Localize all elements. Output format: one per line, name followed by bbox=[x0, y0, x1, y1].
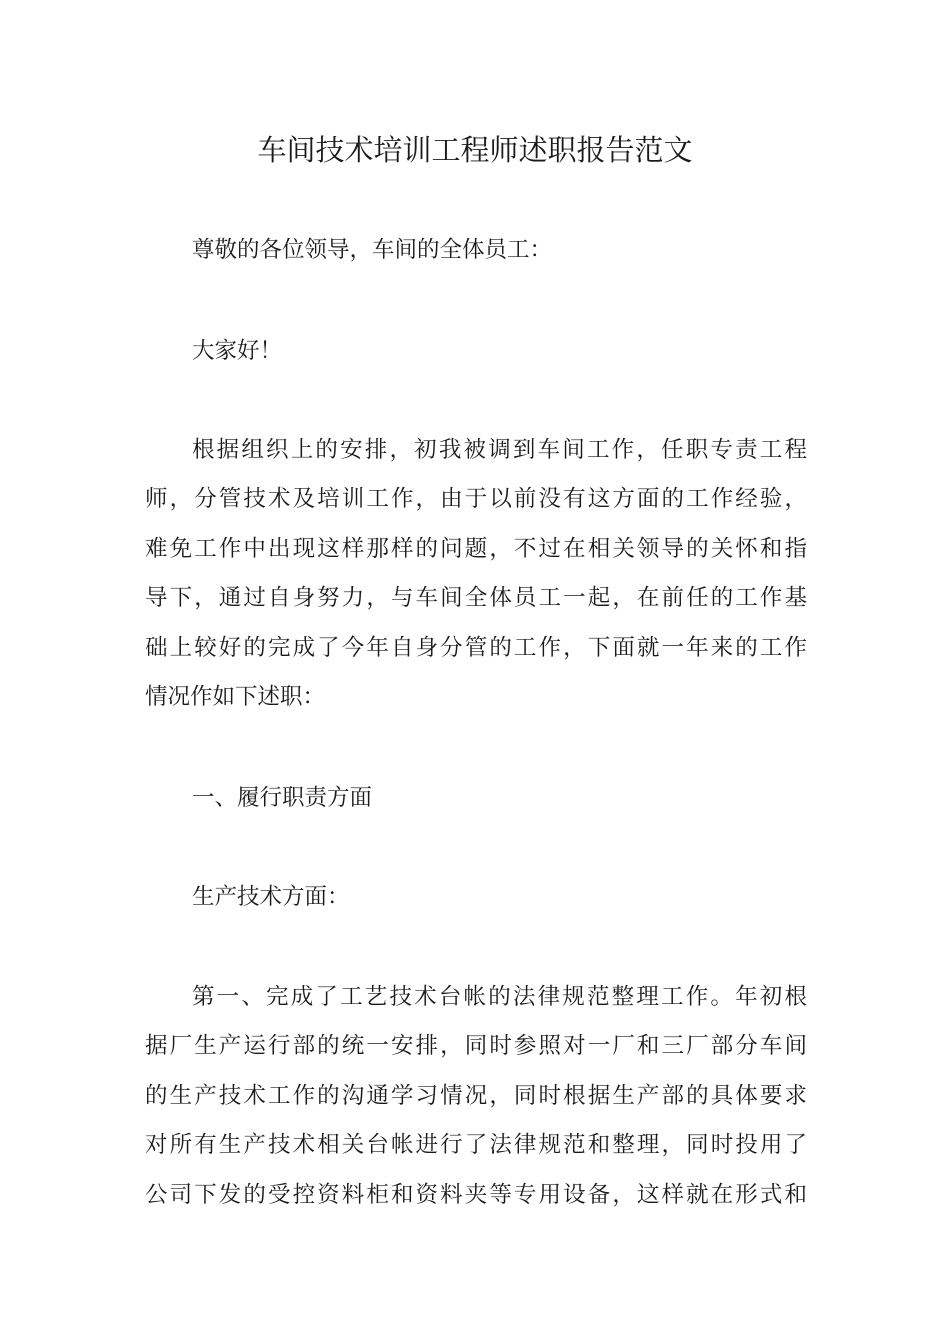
salutation: 尊敬的各位领导，车间的全体员工： bbox=[192, 237, 553, 263]
item-line-3: 的生产技术工作的沟通学习情况，同时根据生产部的具体要求 bbox=[145, 1082, 807, 1109]
item-line-2: 据厂生产运行部的统一安排，同时参照对一厂和三厂部分车间 bbox=[145, 1033, 807, 1060]
intro-line-1: 根据组织上的安排，初我被调到车间工作，任职专责工程 bbox=[192, 437, 807, 463]
item-line-5: 公司下发的受控资料柜和资料夹等专用设备，这样就在形式和 bbox=[145, 1181, 807, 1208]
intro-line-5: 础上较好的完成了今年自身分管的工作，下面就一年来的工作 bbox=[145, 634, 807, 661]
greeting: 大家好！ bbox=[192, 338, 283, 364]
intro-line-4: 导下，通过自身努力，与车间全体员工一起，在前任的工作基 bbox=[145, 585, 807, 612]
intro-line-2: 师，分管技术及培训工作，由于以前没有这方面的工作经验， bbox=[145, 486, 807, 513]
first-item-paragraph bbox=[145, 973, 807, 1220]
intro-line-3: 难免工作中出现这样那样的问题，不过在相关领导的关怀和指 bbox=[145, 535, 807, 562]
section-heading: 一、履行职责方面 bbox=[192, 785, 373, 811]
document-title: 车间技术培训工程师述职报告范文 bbox=[257, 133, 693, 167]
intro-line-6: 情况作如下述职： bbox=[145, 684, 326, 711]
subsection-heading: 生产技术方面： bbox=[192, 884, 350, 910]
item-line-4: 对所有生产技术相关台帐进行了法律规范和整理，同时投用了 bbox=[145, 1132, 807, 1159]
intro-paragraph bbox=[145, 426, 807, 722]
item-line-1: 第一、完成了工艺技术台帐的法律规范整理工作。年初根 bbox=[192, 984, 807, 1010]
